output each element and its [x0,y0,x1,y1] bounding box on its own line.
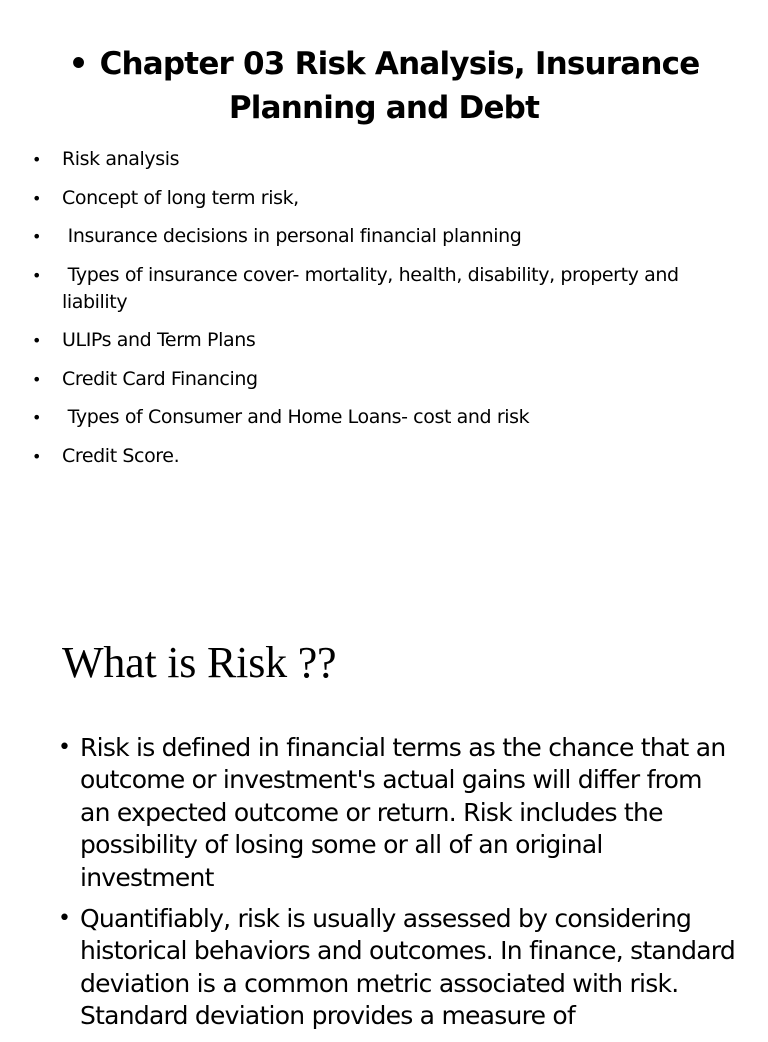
agenda-item [32,185,732,212]
agenda-item-text: Credit Score. [62,444,180,467]
agenda-item-text: Types of insurance cover- mortality, health, disability, property and liability [62,263,685,313]
agenda-item-text: Types of Consumer and Home Loans- cost and risk [62,406,530,428]
agenda-item [32,327,732,354]
agenda-item [32,262,732,316]
definition-paragraph-text: Quantifiably, risk is usually assessed by considering historical behaviors and outcomes. In finance, standard deviation is a common metric associated with risk. Standard deviation provides a measure of [80,904,735,1031]
definition-paragraph-text: Risk is defined in financial terms as the chance that an outcome or investment's actual gains will differ from an expected outcome or return. Risk includes the possibility of losing some or all of an original investment [80,733,726,892]
agenda-item [32,366,732,393]
agenda-item-text: Credit Card Financing [62,367,258,390]
bullet-dot: • [58,906,71,932]
agenda-item [32,223,732,250]
bullet-dot: • [58,735,71,760]
bullet-dot: • [32,408,42,427]
agenda-item-text: Risk analysis [62,148,180,170]
definition-paragraph [58,903,738,1033]
agenda-item [32,404,732,431]
bullet-dot: • [32,446,42,466]
definition-paragraph [58,732,738,894]
slide-heading: What is Risk ?? [62,638,337,687]
agenda-item-text: ULIPs and Term Plans [62,329,256,351]
chapter-title [0,42,768,130]
bullet-dot: • [32,265,42,285]
bullet-dot: • [32,331,42,350]
agenda-item [32,146,732,173]
agenda-item-text: Insurance decisions in personal financial planning [62,225,522,247]
agenda-item [32,443,732,470]
bullet-dot: • [32,150,42,169]
slide-what-is-risk [0,560,768,1031]
chapter-title-text: Chapter 03 Risk Analysis, Insurance Planning and Debt [99,46,700,126]
title-bullet: • [68,46,88,82]
agenda-item-text: Concept of long term risk, [62,186,299,209]
bullet-dot: • [32,369,42,389]
agenda-list [32,146,732,481]
bullet-dot: • [32,188,42,208]
definition-list [58,732,738,1042]
bullet-dot: • [32,227,42,246]
